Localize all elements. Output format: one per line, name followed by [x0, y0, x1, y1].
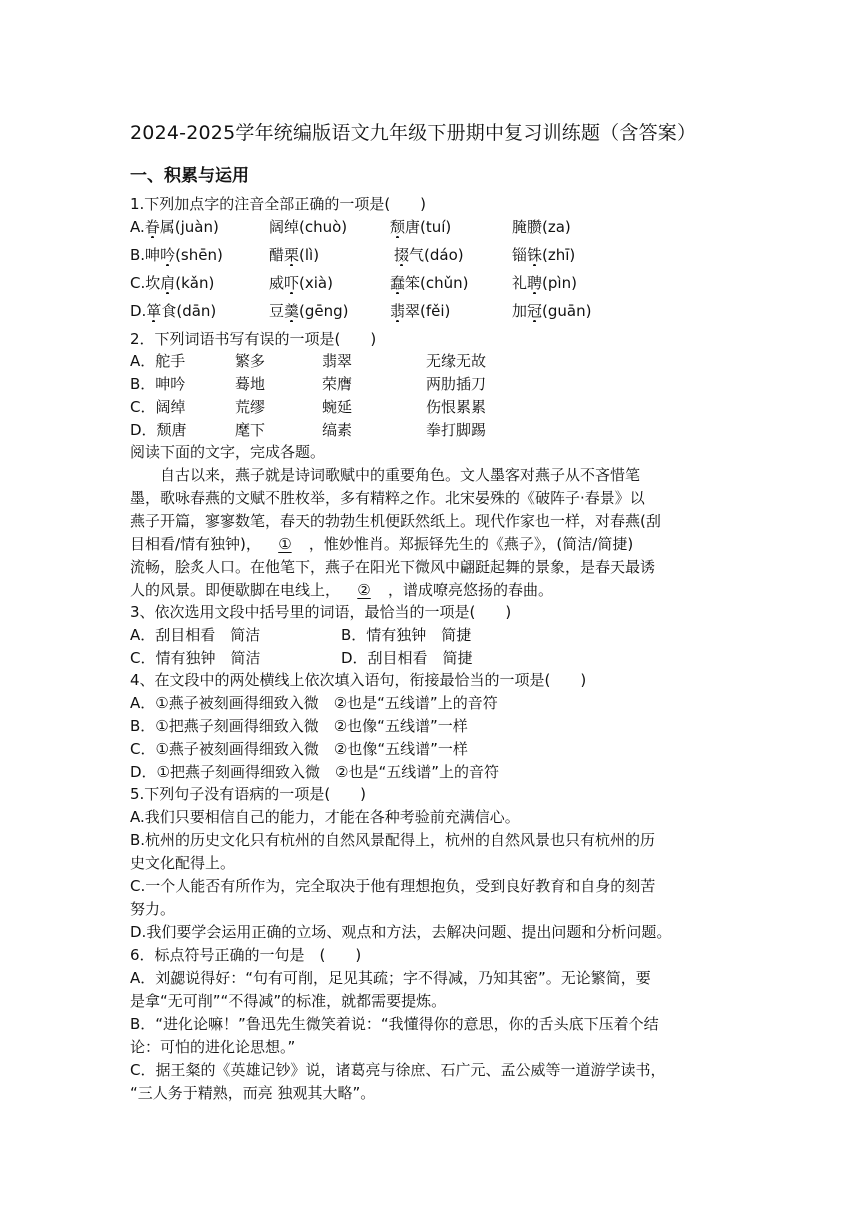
- reading-intro: 阅读下面的文字，完成各题。: [130, 443, 326, 461]
- passage-line: 燕子开篇，寥寥数笔，春天的勃勃生机便跃然纸上。现代作家也一样，对春燕(刮: [130, 512, 661, 530]
- dotted-char: 掇: [394, 246, 410, 264]
- dotted-char: 聘: [527, 274, 543, 292]
- question-5-option-d: D.我们要学会运用正确的立场、观点和方法，去解决问题、提出问题和分析问题。: [130, 923, 672, 941]
- question-4-option-c: C．①燕子被刻画得细致入微 ②也像“五线谱”一样: [130, 740, 468, 758]
- question-6-option-c-cont: “三人务于精熟，而亮 独观其大略”。: [130, 1084, 376, 1102]
- question-2-option-d: D．颓唐 麾下 缟素 拳打脚踢: [130, 421, 487, 439]
- question-3-row-1: A．刮目相看 简洁 B．情有独钟 简捷: [130, 626, 472, 644]
- section-heading: 一、积累与运用: [130, 166, 249, 186]
- dotted-char: 肩: [160, 274, 176, 292]
- blank-2: ②: [357, 581, 371, 599]
- dotted-char: 吟: [160, 246, 176, 264]
- dotted-char: 冠: [527, 302, 543, 320]
- question-6-option-c: C．据王粲的《英雄记钞》说，诸葛亮与徐庶、石广元、孟公威等一道游学读书，: [130, 1061, 666, 1079]
- question-5-option-a: A.我们只要相信自己的能力，才能在各种考验前充满信心。: [130, 808, 520, 826]
- passage-line: 人的风景。即便歇脚在电线上， ② ，谱成嘹亮悠扬的春曲。: [130, 581, 554, 599]
- question-6-option-b-cont: 论：可怕的进化论思想。”: [130, 1038, 296, 1056]
- dotted-char: 翡: [390, 302, 406, 320]
- dotted-char: 栗: [284, 246, 300, 264]
- dotted-char: 蠢: [390, 274, 406, 292]
- question-5-option-b-cont: 史文化配得上。: [130, 854, 236, 872]
- question-4-option-d: D．①把燕子刻画得细致入微 ②也是“五线谱”上的音符: [130, 763, 499, 781]
- question-5-stem: 5.下列句子没有语病的一项是( ): [130, 785, 367, 803]
- passage-line: 墨，歌咏春燕的文赋不胜枚举，多有精粹之作。北宋晏殊的《破阵子·春景》以: [130, 489, 645, 507]
- question-5-option-b: B.杭州的历史文化只有杭州的自然风景配得上，杭州的自然风景也只有杭州的历: [130, 831, 656, 849]
- question-2-option-b: B．呻吟 蓦地 荣膺 两肋插刀: [130, 375, 487, 393]
- question-1-option-c: C.坎肩(kǎn) 威吓(xià) 蠢笨(chǔn) 礼聘(pìn): [130, 274, 577, 292]
- question-6-stem: 6．标点符号正确的一句是 ( ): [130, 946, 362, 964]
- dotted-char: 箪: [146, 302, 162, 320]
- dotted-char: 眷: [144, 218, 160, 236]
- blank-1: ①: [278, 535, 292, 553]
- question-5-option-c: C.一个人能否有所作为，完全取决于他有理想抱负，受到良好教育和自身的刻苦: [130, 877, 656, 895]
- passage-line: 流畅，脍炙人口。在他笔下，燕子在阳光下微风中翩跹起舞的景象，是春天最诱: [130, 558, 656, 576]
- question-4-stem: 4、在文段中的两处横线上依次填入语句，衔接最恰当的一项是( ): [130, 671, 587, 689]
- question-3-stem: 3、依次选用文段中括号里的词语，最恰当的一项是( ): [130, 603, 512, 621]
- dotted-char: 吓: [284, 274, 300, 292]
- question-1-option-d: D.箪食(dān) 豆羹(gēng) 翡翠(fěi) 加冠(guān): [130, 302, 592, 320]
- question-6-option-b: B．“进化论嘛！”鲁迅先生微笑着说：“我懂得你的意思，你的舌头底下压着个结: [130, 1015, 659, 1033]
- dotted-char: 羹: [284, 302, 300, 320]
- question-2-option-c: C．阔绰 荒缪 蜿延 伤恨累累: [130, 398, 487, 416]
- passage-line: 自古以来，燕子就是诗词歌赋中的重要角色。文人墨客对燕子从不吝惜笔: [130, 466, 641, 484]
- question-5-option-c-cont: 努力。: [130, 900, 176, 918]
- question-3-row-2: C．情有独钟 简洁 D．刮目相看 简捷: [130, 649, 473, 667]
- question-1-option-a: A.眷属(juàn) 阔绰(chuò) 颓唐(tuí) 腌臜(za): [130, 218, 571, 236]
- question-2-stem: 2．下列词语书写有误的一项是( ): [130, 330, 377, 348]
- question-1-option-b: B.呻吟(shēn) 醋栗(lì) 掇气(dáo) 锱铢(zhī): [130, 246, 576, 264]
- question-6-option-a: A．刘勰说得好：“句有可削，足见其疏；字不得减，乃知其密”。无论繁简，要: [130, 969, 651, 987]
- passage-line: 目相看/情有独钟)， ① ，惟妙惟肖。郑振铎先生的《燕子》，(简洁/简捷): [130, 535, 634, 553]
- question-6-option-a-cont: 是拿“无可削”“不得减”的标准，就都需要提炼。: [130, 992, 447, 1010]
- question-2-option-a: A．舵手 繁多 翡翠 无缘无故: [130, 352, 487, 370]
- question-4-option-b: B．①把燕子刻画得细致入微 ②也像“五线谱”一样: [130, 717, 468, 735]
- page-title: 2024-2025学年统编版语文九年级下册期中复习训练题（含答案）: [130, 122, 697, 144]
- dotted-char: 颓: [390, 218, 406, 236]
- question-1-stem: 1.下列加点字的注音全部正确的一项是( ): [130, 195, 427, 213]
- question-4-option-a: A．①燕子被刻画得细致入微 ②也是“五线谱”上的音符: [130, 694, 498, 712]
- dotted-char: 铢: [527, 246, 543, 264]
